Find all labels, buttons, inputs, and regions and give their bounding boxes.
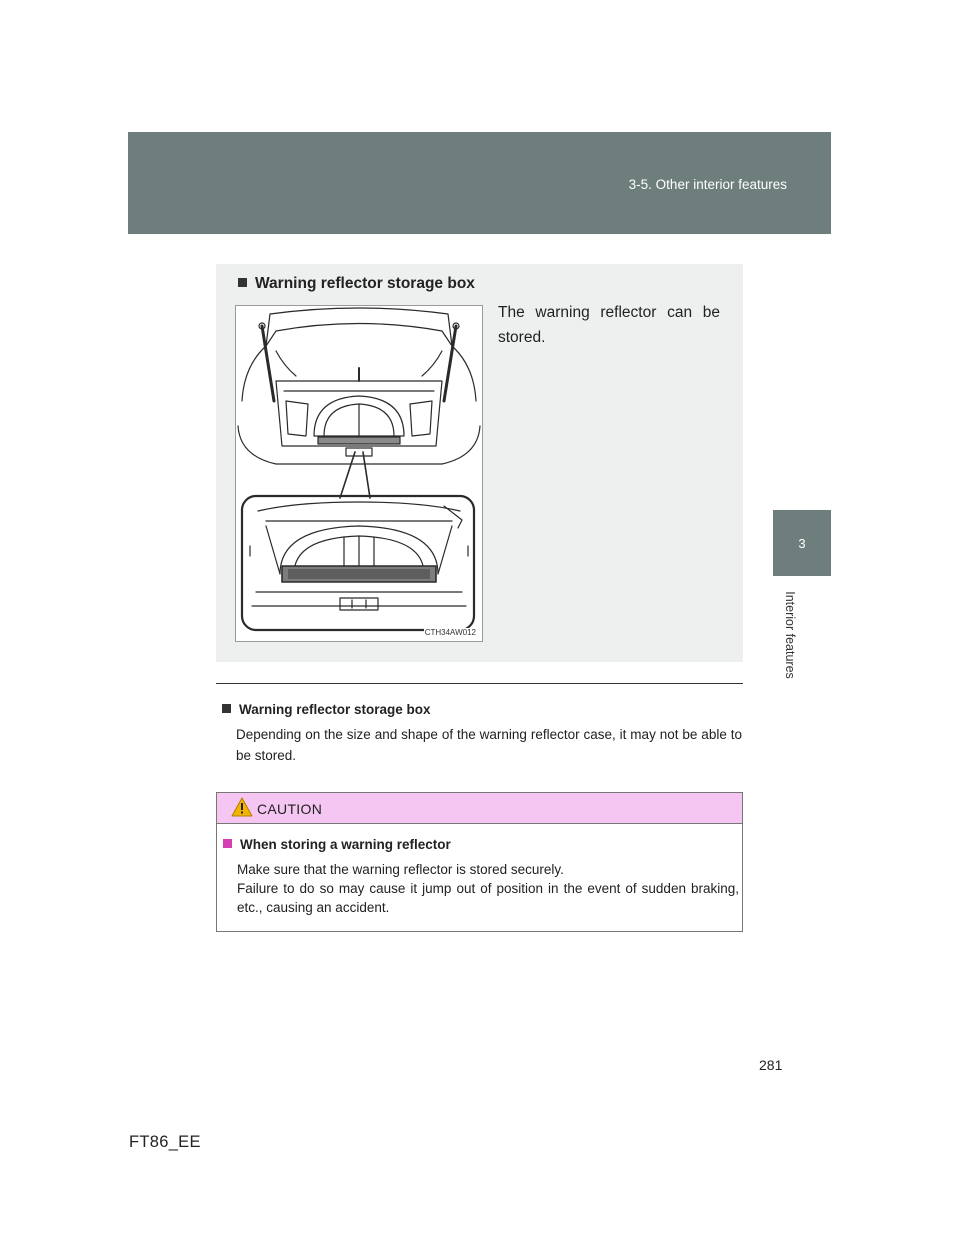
header-band — [128, 132, 831, 234]
chapter-tab — [773, 510, 831, 576]
square-bullet-icon — [222, 704, 231, 713]
caution-content — [223, 837, 739, 917]
panel-heading — [238, 275, 475, 293]
figure-code: CTH34AW012 — [424, 628, 476, 637]
trunk-drawing — [236, 306, 482, 641]
caution-title: CAUTION — [257, 801, 323, 817]
chapter-label: Interior features — [783, 591, 798, 679]
caution-header — [217, 793, 742, 824]
document-code: FT86_EE — [129, 1133, 201, 1151]
panel-description: The warning reflector can be stored. — [498, 304, 720, 346]
chapter-label-wrapper — [767, 585, 813, 685]
info-panel — [216, 264, 743, 662]
note-heading-text: Warning reflector storage box — [239, 702, 431, 717]
caution-heading — [223, 837, 739, 852]
note-body: Depending on the size and shape of the warning reflector case, it may not be able to be stored. — [236, 727, 742, 763]
section-divider — [216, 683, 743, 684]
square-bullet-icon — [238, 278, 247, 287]
caution-text — [237, 860, 739, 917]
caution-box — [216, 792, 743, 932]
chapter-number: 3 — [798, 535, 806, 551]
trunk-illustration — [235, 305, 483, 642]
caution-line-2: Failure to do so may cause it jump out of position in the event of sudden braking, etc., causing an accident. — [237, 881, 739, 915]
section-title: 3-5. Other interior features — [628, 177, 787, 192]
warning-triangle-icon — [231, 797, 253, 817]
page-number: 281 — [759, 1057, 783, 1073]
square-bullet-icon — [223, 839, 232, 848]
panel-heading-text: Warning reflector storage box — [255, 275, 475, 292]
note-section — [222, 702, 742, 766]
note-heading — [222, 702, 742, 717]
caution-line-1: Make sure that the warning reflector is stored securely. — [237, 862, 564, 877]
caution-heading-text: When storing a warning reflector — [240, 837, 451, 852]
